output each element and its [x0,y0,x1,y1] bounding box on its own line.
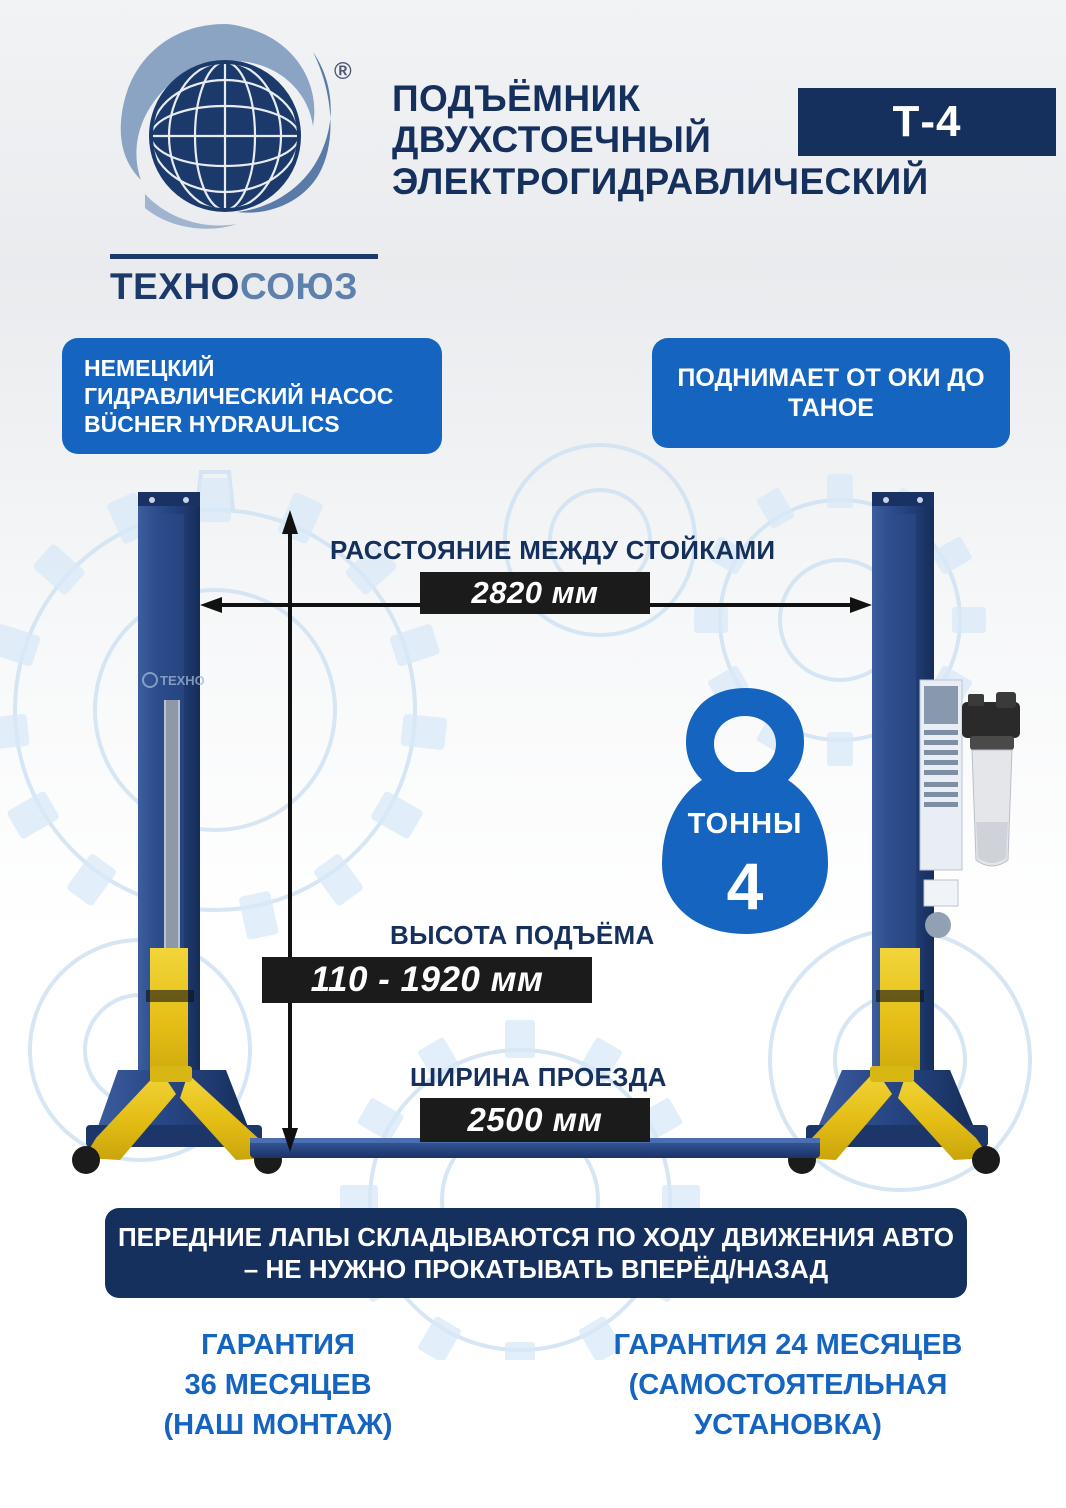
folding-arms-banner-line-1: ПЕРЕДНИЕ ЛАПЫ СКЛАДЫВАЮТСЯ ПО ХОДУ ДВИЖЕНИЯ АВТО [117,1221,955,1252]
svg-text:ТЕХНО: ТЕХНО [160,673,205,688]
globe-swoosh-icon [107,18,337,243]
warranty-installed-by-us [68,1325,488,1445]
warranty-left-line-2: 36 МЕСЯЦЕВ [184,1369,372,1402]
product-title-line-1: ПОДЪЁМНИК [392,78,641,119]
span-dimension-label: РАССТОЯНИЕ МЕЖДУ СТОЙКАМИ [330,535,776,565]
model-badge-label: Т-4 [892,97,962,146]
capacity-value-label: 4 [726,849,764,923]
feature-pill-capacity-line-1: ПОДНИМАЕТ [677,363,840,392]
company-logo [62,18,372,307]
warranty-right-line-3: УСТАНОВКА) [694,1409,882,1442]
logo-wordmark-part1: ТЕХНО [110,266,240,307]
feature-pill-pump-line-3: BÜCHER HYDRAULICS [84,411,340,438]
logo-wordmark-part2: СОЮЗ [239,266,358,307]
warranty-section [0,1325,1066,1445]
lift-height-value: 110 - 1920 мм [262,957,592,1003]
warranty-left-line-3: (НАШ МОНТАЖ) [163,1409,393,1442]
left-column [72,492,282,1174]
capacity-unit-label: ТОННЫ [687,808,803,840]
warranty-right-line-1: ГАРАНТИЯ 24 МЕСЯЦЕВ [613,1329,963,1361]
hydraulic-pump-unit [962,692,1020,866]
logo-divider-rule [110,254,378,259]
feature-pill-capacity [652,338,1010,448]
product-title-line-3: ЭЛЕКТРОГИДРАВЛИЧЕСКИЙ [392,160,929,202]
warranty-self-install [578,1325,998,1445]
lift-height-label: ВЫСОТА ПОДЪЁМА [390,920,655,950]
warranty-left-line-1: ГАРАНТИЯ [201,1329,355,1361]
folding-arms-banner-line-2: – НЕ НУЖНО ПРОКАТЫВАТЬ ВПЕРЁД/НАЗАД [243,1254,829,1284]
feature-pill-pump-line-2: ГИДРАВЛИЧЕСКИЙ НАСОС [84,382,394,409]
feature-pill-pump-line-1: НЕМЕЦКИЙ [84,354,215,381]
registered-trademark-symbol: ® [334,58,352,85]
feature-pill-pump [62,338,442,454]
model-badge [798,88,1056,156]
logo-wordmark [110,266,410,308]
drive-width-label: ШИРИНА ПРОЕЗДА [410,1062,667,1092]
poster-header [0,0,1066,320]
product-title-line-2: ДВУХСТОЕЧНЫЙ [392,119,712,161]
folding-arms-banner [105,1208,967,1298]
drive-width-value: 2500 мм [420,1098,650,1142]
feature-pill-capacity-line-2: ОТ ОКИ ДО ТАНОЕ [788,363,985,422]
warranty-right-line-2: (САМОСТОЯТЕЛЬНАЯ [628,1369,948,1402]
span-dimension-value: 2820 мм [420,572,650,614]
